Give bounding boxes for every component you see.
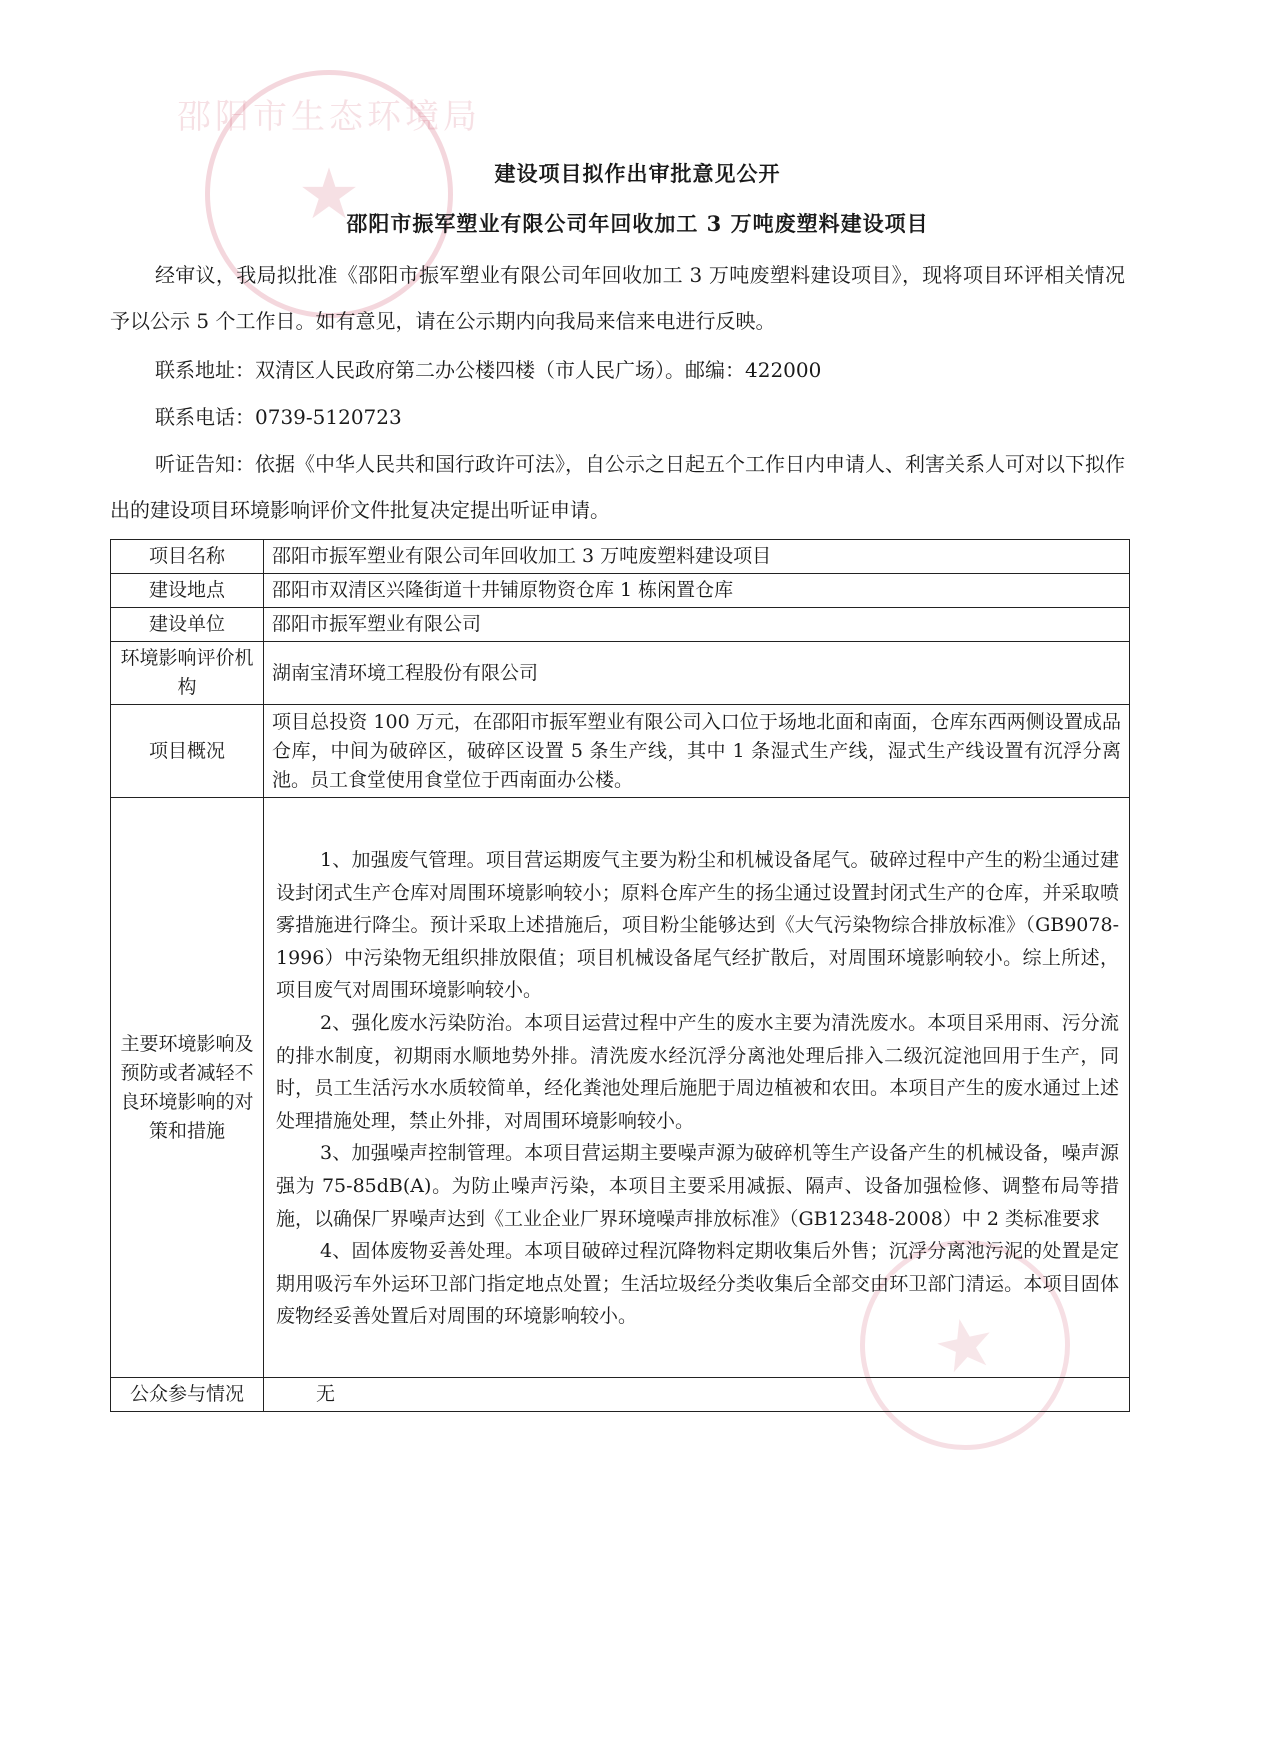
row-label: 环境影响评价机构 (111, 642, 264, 705)
measure-air: 1、加强废气管理。项目营运期废气主要为粉尘和机械设备尾气。破碎过程中产生的粉尘通过建设封闭式生产仓库对周围环境影响较小；原料仓库产生的扬尘通过设置封闭式生产的仓库，并采取喷雾措施进行降尘。预计采取上述措施后，项目粉尘能够达到《大气污染物综合排放标准》（GB9078-1996）中污染物无组织排放限值；项目机械设备尾气经扩散后，对周围环境影响较小。综上所述，项目废气对周围环境影响较小。 (276, 849, 1119, 1002)
row-value: 无 (264, 1378, 1130, 1412)
table-row (111, 1378, 1130, 1412)
row-value: 邵阳市振军塑业有限公司 (264, 608, 1130, 642)
row-value: 项目总投资 100 万元，在邵阳市振军塑业有限公司入口位于场地北面和南面，仓库东西两侧设置成品仓库，中间为破碎区，破碎区设置 5 条生产线，其中 1 条湿式生产线，湿式生产线设置有沉浮分离池。员工食堂使用食堂位于西南面办公楼。 (264, 705, 1130, 798)
row-label: 建设地点 (111, 574, 264, 608)
row-value: 湖南宝清环境工程股份有限公司 (264, 642, 1130, 705)
measure-noise: 3、加强噪声控制管理。本项目营运期主要噪声源为破碎机等生产设备产生的机械设备，噪声源强为 75-85dB(A)。为防止噪声污染，本项目主要采用减振、隔声、设备加强检修、调整布局等措施，以确保厂界噪声达到《工业企业厂界环境噪声排放标准》（GB12348-2008）中 2 类标准要求 (276, 1142, 1119, 1230)
row-label: 项目名称 (111, 540, 264, 574)
table-row (111, 705, 1130, 798)
table-row (111, 642, 1130, 705)
table-row (111, 574, 1130, 608)
star-icon: ★ (925, 1298, 1005, 1392)
measure-solid-waste: 4、固体废物妥善处理。本项目破碎过程沉降物料定期收集后外售；沉浮分离池污泥的处置是定期用吸污车外运环卫部门指定地点处置；生活垃圾经分类收集后全部交由环卫部门清运。本项目固体废物经妥善处置后对周围的环境影响较小。 (276, 1240, 1119, 1328)
row-label: 项目概况 (111, 705, 264, 798)
row-label: 主要环境影响及预防或者减轻不良环境影响的对策和措施 (111, 798, 264, 1378)
intro-paragraph: 经审议，我局拟批准《邵阳市振军塑业有限公司年回收加工 3 万吨废塑料建设项目》，现将项目环评相关情况予以公示 5 个工作日。如有意见，请在公示期内向我局来信来电进行反映。 (110, 263, 1125, 333)
contact-phone: 联系电话：0739-5120723 (155, 405, 402, 429)
table-row (111, 540, 1130, 574)
row-value: 邵阳市振军塑业有限公司年回收加工 3 万吨废塑料建设项目 (264, 540, 1130, 574)
table-row (111, 798, 1130, 1378)
row-label: 公众参与情况 (111, 1378, 264, 1412)
table-row (111, 608, 1130, 642)
measure-water: 2、强化废水污染防治。本项目运营过程中产生的废水主要为清洗废水。本项目采用雨、污分流的排水制度，初期雨水顺地势外排。清洗废水经沉浮分离池处理后排入二级沉淀池回用于生产，同时，员工生活污水水质较简单，经化粪池处理后施肥于周边植被和农田。本项目产生的废水通过上述处理措施处理，禁止外排，对周围环境影响较小。 (276, 1012, 1119, 1132)
contact-address: 联系地址：双清区人民政府第二办公楼四楼（市人民广场）。邮编：422000 (155, 358, 822, 382)
project-info-table (110, 539, 1130, 1412)
project-title: 邵阳市振军塑业有限公司年回收加工 3 万吨废塑料建设项目 (346, 211, 929, 236)
measures-cell (264, 798, 1130, 1378)
document-title: 建设项目拟作出审批意见公开 (494, 161, 781, 186)
row-value: 邵阳市双清区兴隆街道十井铺原物资仓库 1 栋闲置仓库 (264, 574, 1130, 608)
star-icon: ★ (297, 153, 361, 235)
hearing-notice: 听证告知：依据《中华人民共和国行政许可法》，自公示之日起五个工作日内申请人、利害关系人可对以下拟作出的建设项目环境影响评价文件批复决定提出听证申请。 (110, 452, 1125, 522)
row-label: 建设单位 (111, 608, 264, 642)
seal-text: 邵阳市生态环境局 (177, 97, 481, 137)
